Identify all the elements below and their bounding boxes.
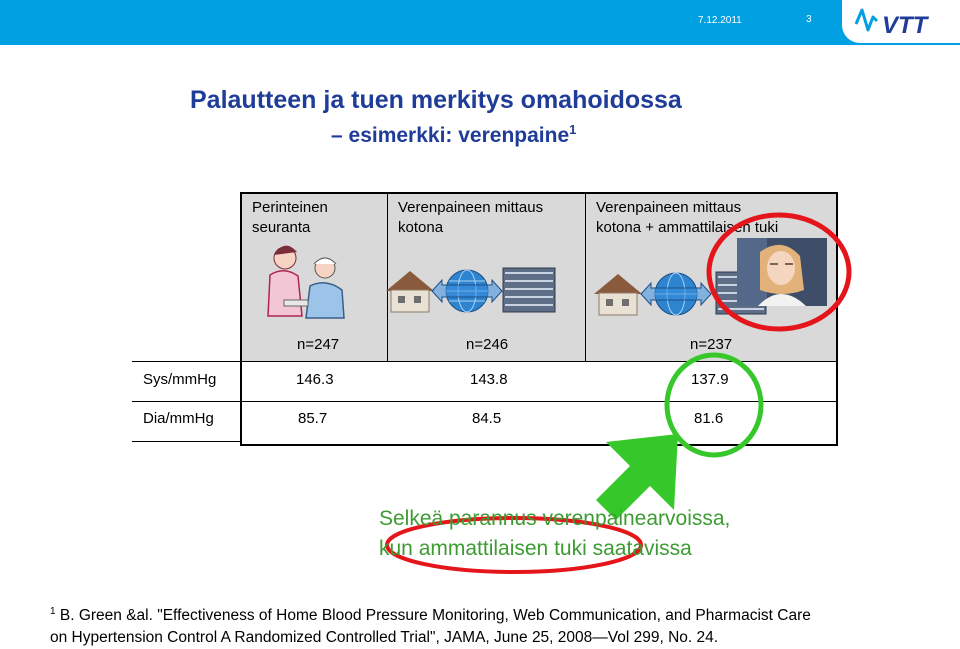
nurse-patient-illustration (268, 246, 344, 318)
vtt-logo-text: VTT (882, 12, 928, 39)
column-header: Verenpaineen mittaus kotona (398, 199, 544, 236)
house-icon (386, 271, 434, 312)
footnote-line (50, 601, 811, 627)
row-label: Sys/mmHg (143, 371, 217, 388)
callout-line: Selkeä parannus verenpainearvoissa, (379, 507, 731, 530)
table-cell: 137.9 (691, 371, 729, 388)
reference-footnote (50, 601, 811, 649)
callout-text (379, 504, 730, 564)
office-building-icon (503, 268, 555, 312)
row-label: Dia/mmHg (143, 410, 214, 427)
column-header: Perinteinen seuranta (252, 199, 328, 236)
slide-date: 7.12.2011 (698, 15, 742, 26)
green-highlight-circle (667, 355, 761, 455)
table-cell: 143.8 (470, 371, 508, 388)
slide-number: 3 (806, 14, 812, 25)
table-cell: 85.7 (298, 410, 328, 427)
slide-title: Palautteen ja tuen merkitys omahoidossa (190, 86, 682, 114)
professional-woman-photo (737, 238, 827, 306)
callout-line: kun ammattilaisen tuki saatavissa (379, 537, 692, 560)
subtitle-text: – esimerkki: verenpaine (331, 124, 570, 147)
globe-icon (641, 273, 711, 315)
sample-size: n=246 (466, 336, 509, 353)
sample-size: n=237 (690, 336, 733, 353)
footnote-line: on Hypertension Control A Randomized Controlled Trial", JAMA, June 25, 2008—Vol 299, No. 24. (50, 629, 719, 647)
house-icon (594, 274, 642, 315)
table-cell: 146.3 (296, 371, 334, 388)
footnote-number: 1 (50, 606, 56, 617)
sample-size: n=247 (297, 336, 340, 353)
table-cell: 84.5 (472, 410, 502, 427)
footnote-text: B. Green &al. "Effectiveness of Home Blood Pressure Monitoring, Web Communication, and Pharmacist Care (55, 607, 811, 625)
table-cell: 81.6 (694, 410, 724, 427)
subtitle-footnote-ref: 1 (569, 122, 577, 137)
globe-icon (432, 270, 502, 312)
column-header: Verenpaineen mittaus kotona + ammattilaisen tuki (596, 199, 779, 236)
